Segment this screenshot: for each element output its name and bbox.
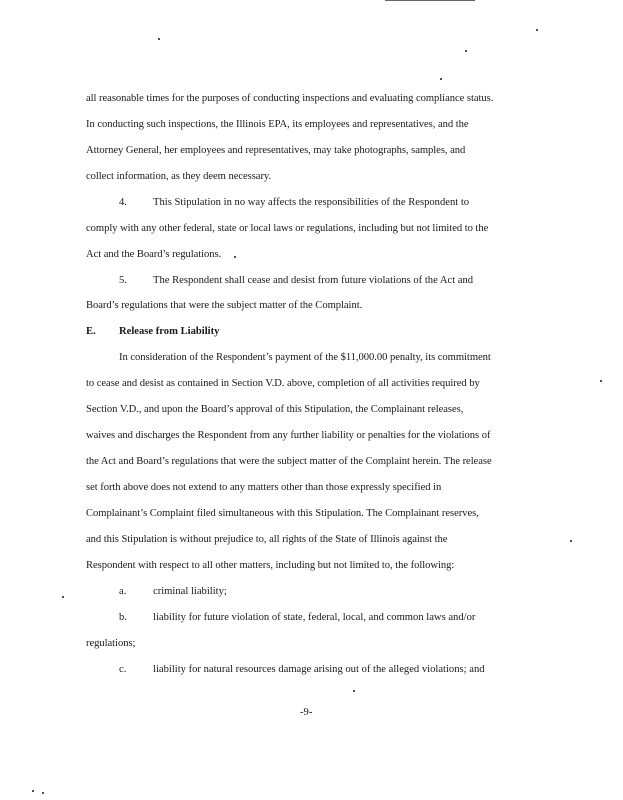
list-item-letter: c. bbox=[119, 664, 127, 675]
body-line: Section V.D., and upon the Board’s approval of this Stipulation, the Complainant releases, bbox=[86, 404, 464, 415]
scan-speck bbox=[234, 256, 236, 258]
body-line: Attorney General, her employees and representatives, may take photographs, samples, and bbox=[86, 145, 466, 156]
scan-edge-mark bbox=[385, 0, 475, 1]
body-line: the Act and Board’s regulations that were the subject matter of the Complaint herein. The release bbox=[86, 456, 492, 467]
paragraph-first-line: In consideration of the Respondent’s payment of the $11,000.00 penalty, its commitment bbox=[119, 352, 491, 363]
body-line: In conducting such inspections, the Illinois EPA, its employees and representatives, and the bbox=[86, 119, 469, 130]
scan-speck bbox=[570, 540, 572, 542]
scan-speck bbox=[42, 792, 44, 794]
section-letter: E. bbox=[86, 326, 96, 337]
scan-speck bbox=[600, 380, 602, 382]
scan-speck bbox=[536, 29, 538, 31]
scan-speck bbox=[62, 596, 64, 598]
body-line: waives and discharges the Respondent from any further liability or penalties for the violations of bbox=[86, 430, 491, 441]
list-item: liability for natural resources damage arising out of the alleged violations; and bbox=[153, 664, 485, 675]
list-item-letter: b. bbox=[119, 612, 127, 623]
paragraph-first-line: The Respondent shall cease and desist from future violations of the Act and bbox=[153, 275, 474, 286]
scan-speck bbox=[440, 78, 442, 80]
scan-speck bbox=[158, 38, 160, 40]
body-line: Complainant’s Complaint filed simultaneous with this Stipulation. The Complainant reserves, bbox=[86, 508, 479, 519]
body-line: and this Stipulation is without prejudice to, all rights of the State of Illinois against the bbox=[86, 534, 448, 545]
section-title: Release from Liability bbox=[119, 326, 220, 337]
list-item-letter: a. bbox=[119, 586, 127, 597]
paragraph-number: 5. bbox=[119, 275, 127, 286]
scan-speck bbox=[32, 790, 34, 792]
list-item: criminal liability; bbox=[153, 586, 227, 597]
body-line: Respondent with respect to all other matters, including but not limited to, the following: bbox=[86, 560, 455, 571]
scan-speck bbox=[353, 690, 355, 692]
body-line: collect information, as they deem necessary. bbox=[86, 171, 272, 182]
scan-speck bbox=[465, 50, 467, 52]
paragraph-first-line: This Stipulation in no way affects the responsibilities of the Respondent to bbox=[153, 197, 470, 208]
list-item: liability for future violation of state, federal, local, and common laws and/or bbox=[153, 612, 476, 623]
body-line: all reasonable times for the purposes of conducting inspections and evaluating compliance status. bbox=[86, 93, 494, 104]
paragraph-number: 4. bbox=[119, 197, 127, 208]
body-line: to cease and desist as contained in Section V.D. above, completion of all activities required by bbox=[86, 378, 480, 389]
body-line: regulations; bbox=[86, 638, 136, 649]
page-number: -9- bbox=[300, 707, 313, 718]
body-line: Act and the Board’s regulations. bbox=[86, 249, 222, 260]
body-line: set forth above does not extend to any matters other than those expressly specified in bbox=[86, 482, 442, 493]
body-line: comply with any other federal, state or local laws or regulations, including but not limited to the bbox=[86, 223, 489, 234]
body-line: Board’s regulations that were the subject matter of the Complaint. bbox=[86, 300, 363, 311]
